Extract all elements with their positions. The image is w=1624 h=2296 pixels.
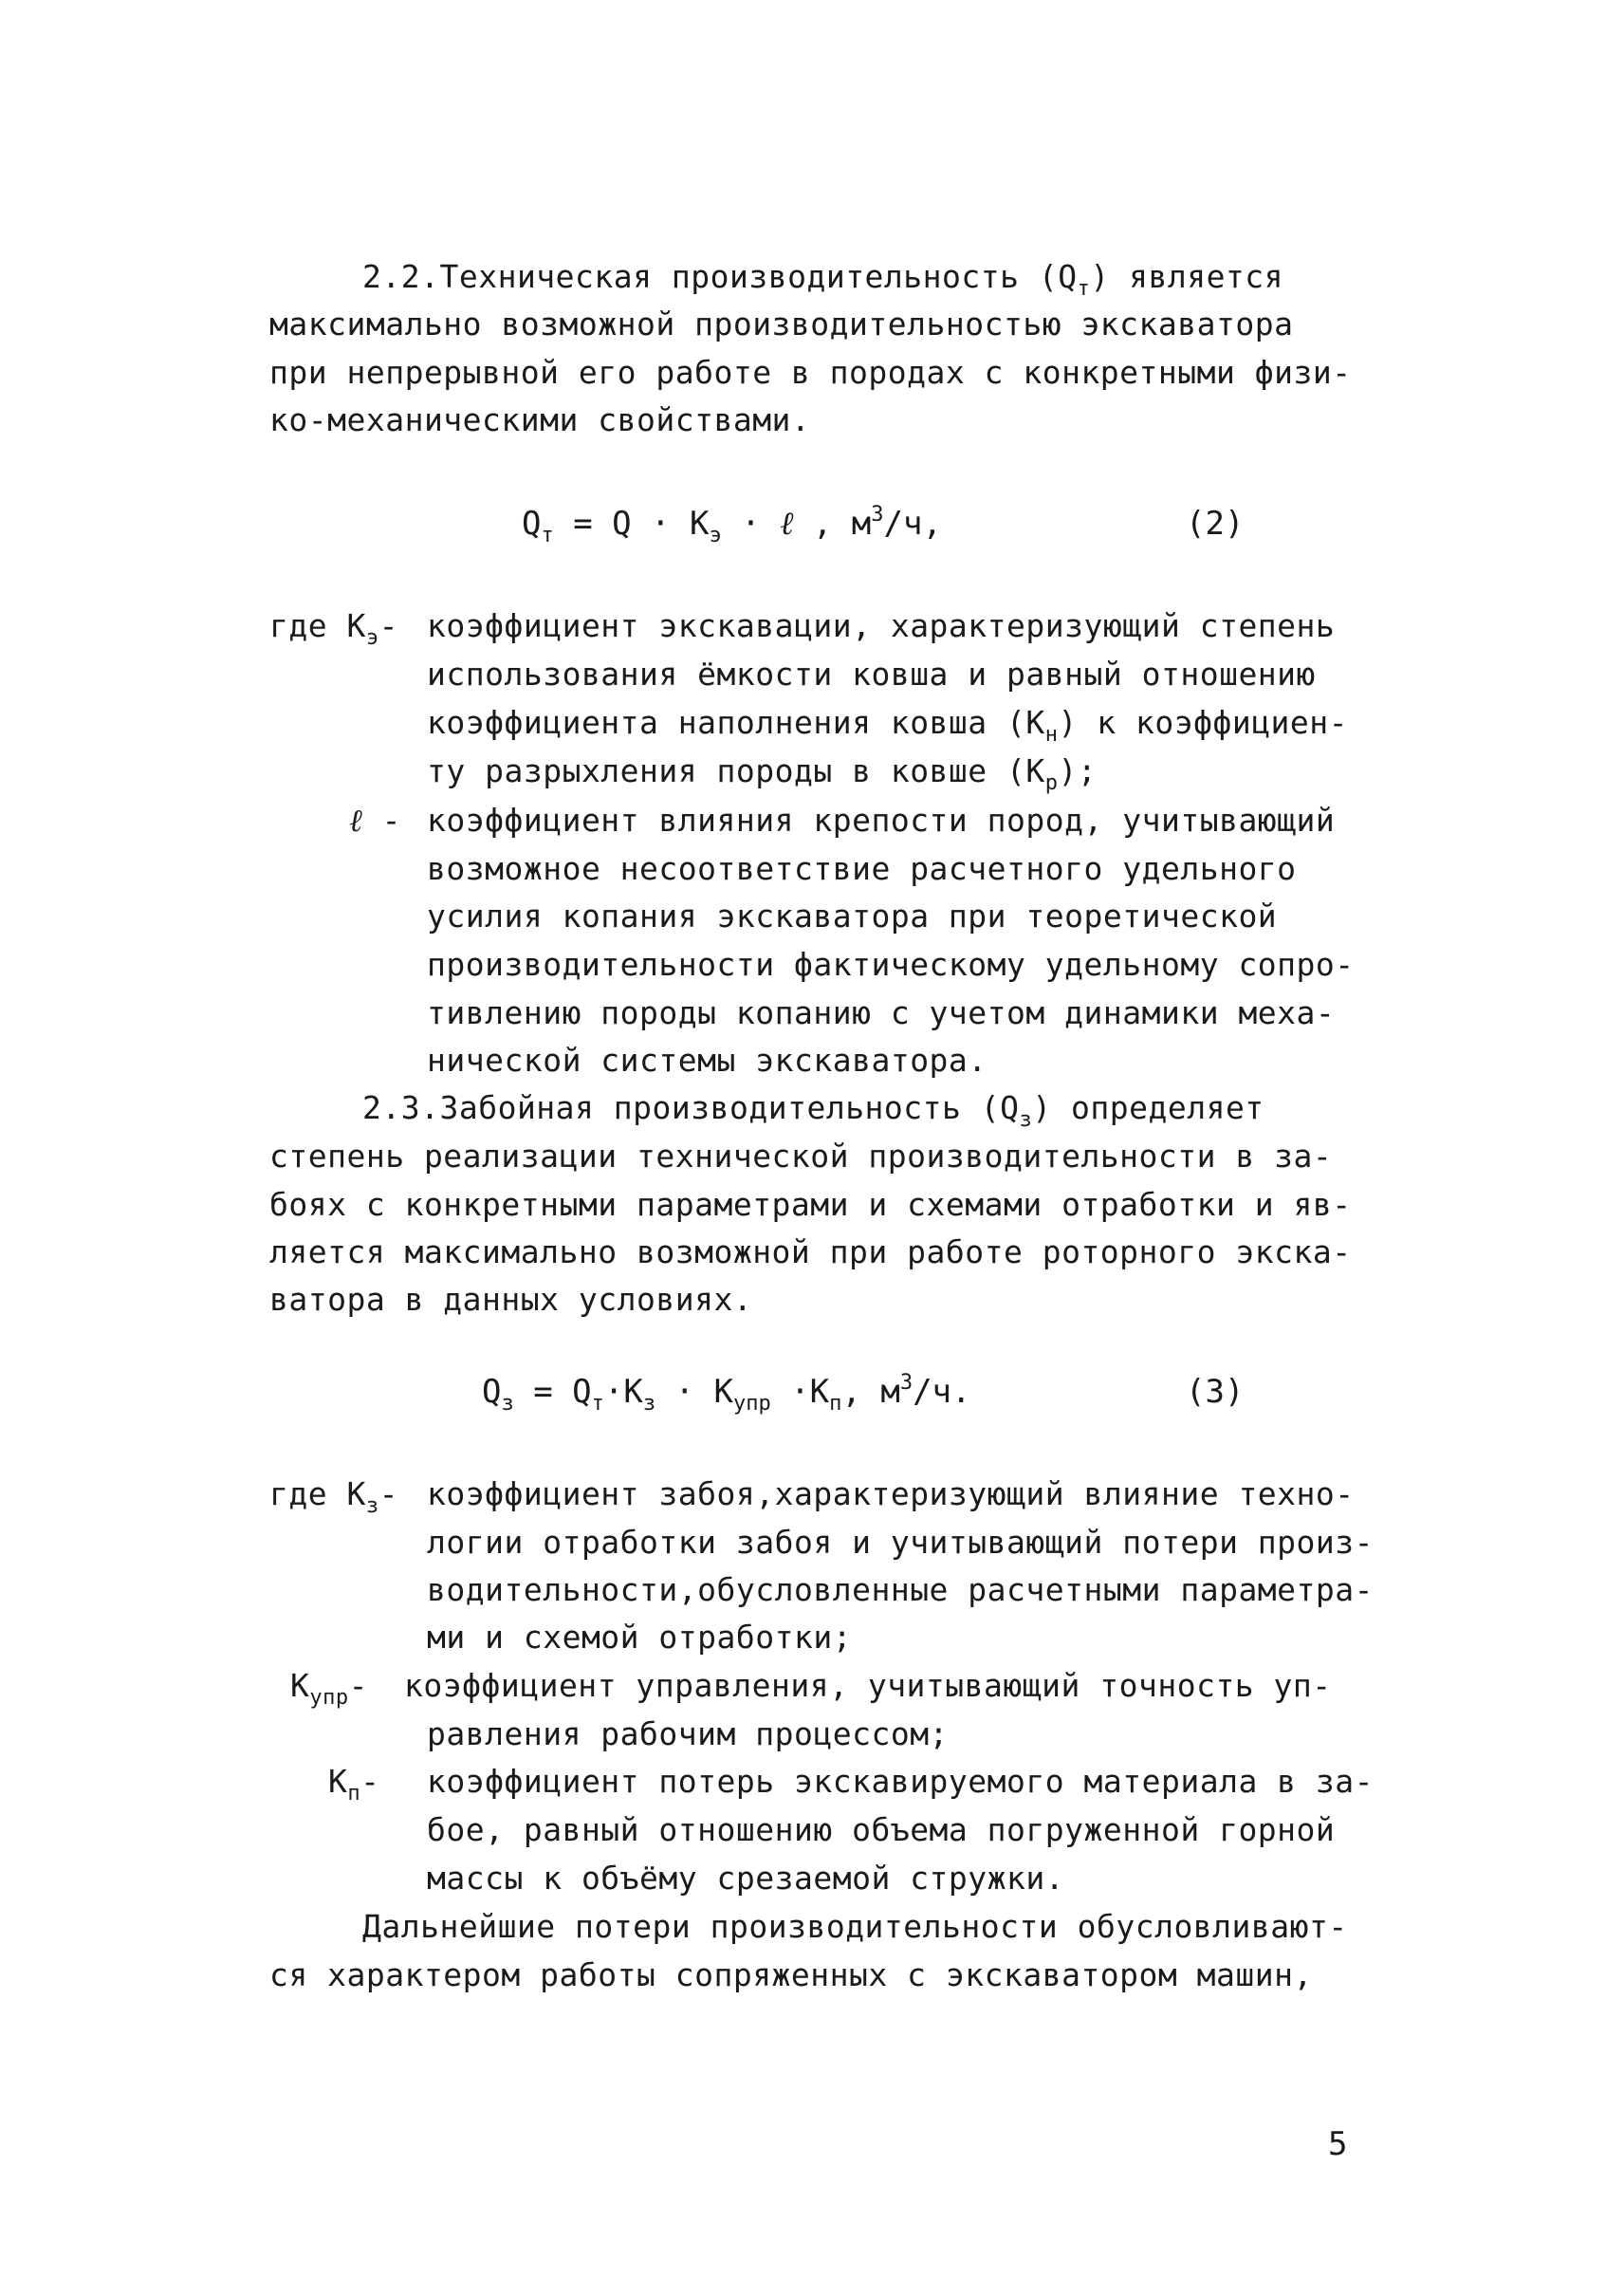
page-number: 5 (1328, 2125, 1348, 2163)
def-kp-line-1: коэффициент потерь экскавируемого материала в за- (427, 1763, 1375, 1800)
section-2-2-line-1: 2.2.Техническая производительность $(Q_т)$ является (362, 258, 1284, 301)
def-kupr-label: $K_{упр}-$ (290, 1667, 368, 1710)
def-ke-label: где $K_э-$ (269, 607, 398, 650)
def-kz-line-1: коэффициент забоя,характеризующий влияние техно- (427, 1475, 1355, 1512)
section-2-3-line-3: боях с конкретными параметрами и схемами отработки и яв- (269, 1186, 1352, 1223)
def-ke-line-2: использования ёмкости ковша и равный отношению (427, 656, 1316, 693)
def-l-line-3: усилия копания экскаватора при теоретической (427, 898, 1278, 935)
def-kz-line-3: водительности,обусловленные расчетными параметра- (427, 1571, 1375, 1608)
def-kupr-line-1: коэффициент управления, учитывающий точность уп- (404, 1667, 1332, 1704)
section-2-2-line-4: ко-механическими свойствами. (269, 401, 811, 438)
closing-line-1: Дальнейшие потери производительности обусловливают- (362, 1908, 1348, 1945)
strength-coefficient-symbol: ℓ (349, 802, 363, 839)
closing-line-2: ся характером работы сопряженных с экскаватором машин, (269, 1956, 1313, 1993)
section-2-3-line-5: ватора в данных условиях. (269, 1281, 753, 1318)
section-2-2-line-3: при непрерывной его работе в породах с конкретными физи- (269, 354, 1352, 391)
equation-number-3: (3) (1186, 1373, 1245, 1411)
section-2-3-line-2: степень реализации технической производительности в за- (269, 1138, 1333, 1175)
section-2-2-line-2: максимально возможной производительностью экскаватора (269, 306, 1294, 343)
def-kz-line-4: ми и схемой отработки; (427, 1619, 853, 1656)
def-kp-line-2: бое, равный отношению объема погруженной горной (427, 1811, 1336, 1848)
formula-2: $Q_т = Q \cdot K_э$ · ℓ , $м^3/ч$, (522, 503, 942, 547)
section-2-3-line-4: ляется максимально возможной при работе роторного экска- (269, 1233, 1352, 1270)
def-l-line-4: производительности фактическому удельному сопро- (427, 946, 1355, 983)
section-2-3-line-1: 2.3.Забойная производительность $(Q_з)$ определяет (362, 1089, 1264, 1132)
def-l-line-6: нической системы экскаватора. (427, 1042, 987, 1079)
def-ke-line-3: коэффициента наполнения ковша $(K_н)$ к коэффициен- (427, 704, 1349, 747)
formula-3: $Q_з = Q_т\cdot K_з \cdot K_{упр} \cdot K_п$, $м^3/ч$. (482, 1371, 971, 1416)
strength-coefficient-symbol: ℓ (780, 505, 794, 543)
def-kp-line-3: массы к объёму срезаемой стружки. (427, 1860, 1065, 1897)
def-kz-line-2: логии отработки забоя и учитывающий потери произ- (427, 1524, 1375, 1561)
def-kupr-line-2: равления рабочим процессом; (427, 1715, 949, 1752)
def-l-line-2: возможное несоответствие расчетного удельного (427, 850, 1297, 887)
def-l-line-5: тивлению породы копанию с учетом динамики меха- (427, 994, 1336, 1031)
def-l-line-1: коэффициент влияния крепости пород, учитывающий (427, 802, 1336, 839)
equation-number-2: (2) (1186, 505, 1245, 543)
def-l-label: ℓ - (349, 802, 401, 839)
def-ke-line-1: коэффициент экскавации, характеризующий степень (427, 607, 1336, 644)
def-kp-label: $K_п-$ (328, 1763, 380, 1805)
def-ke-line-4: ту разрыхления породы в ковше $(K_р)$; (427, 752, 1098, 795)
def-kz-label: где $K_з-$ (269, 1475, 398, 1518)
